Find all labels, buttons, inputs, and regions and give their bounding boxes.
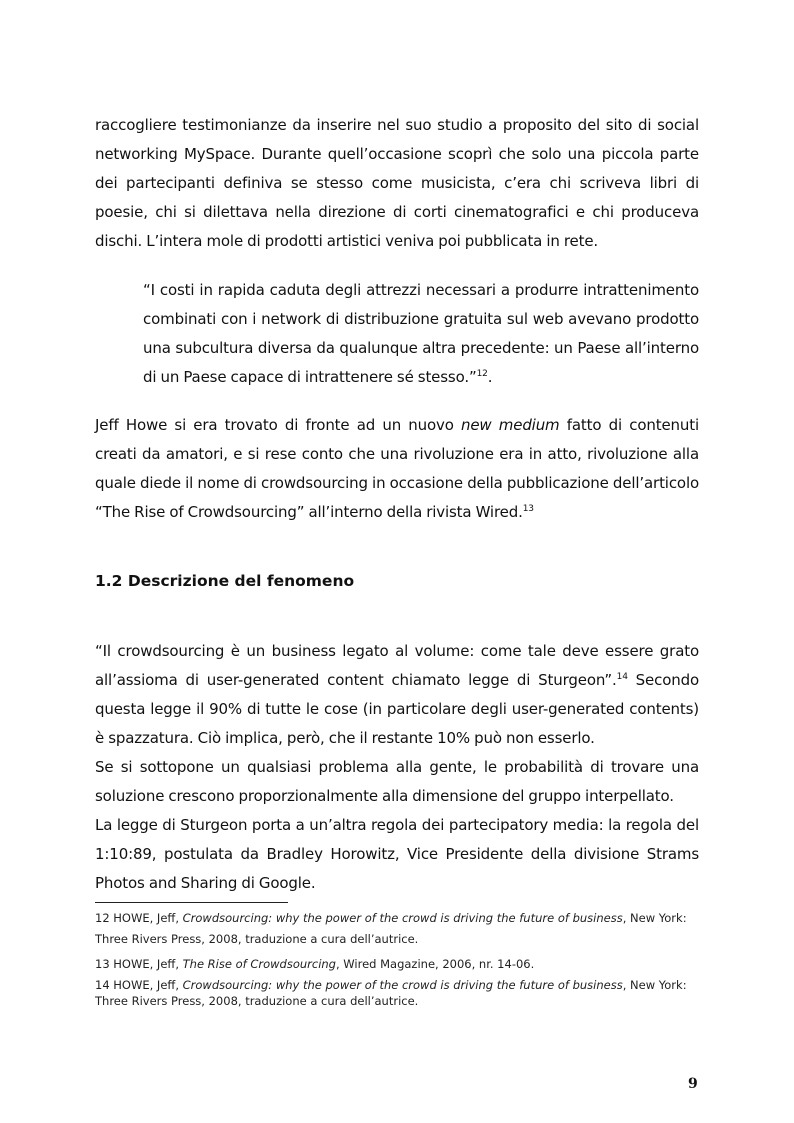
- paragraph-2: [95, 411, 699, 527]
- section-body: [95, 637, 699, 898]
- paragraph-2-part-1: Jeff Howe si era trovato di fronte ad un nuovo: [95, 416, 461, 434]
- paragraph-4: Se si sottopone un qualsiasi problema alla gente, le probabilità di trovare una soluzione crescono proporzionalmente alla dimensione del gruppo interpellato.: [95, 758, 699, 805]
- footnote-14-details: , New York: Three Rivers Press, 2008, traduzione a cura dell’autrice.: [95, 978, 687, 1008]
- footnote-ref-14: 14: [616, 672, 628, 682]
- section-heading: 1.2 Descrizione del fenomeno: [95, 572, 355, 590]
- footnote-14-author: 14 HOWE, Jeff,: [95, 978, 183, 992]
- footnote-12-author: 12 HOWE, Jeff,: [95, 911, 183, 925]
- paragraph-3: [95, 637, 699, 753]
- paragraph-2-part-2: fatto di contenuti creati da amatori, e si rese conto che una rivoluzione era in atto, rivoluzione alla quale diede il nome di crowdsourcing in occasione della pubblicazione dell’articolo “The Rise of Crowdsourcing” all’interno della rivista Wired.: [95, 416, 699, 521]
- footnote-12-title: Crowdsourcing: why the power of the crowd is driving the future of business: [182, 911, 623, 925]
- footnote-14: [95, 977, 699, 1009]
- paragraph-2-italic: new medium: [461, 416, 560, 434]
- footnote-13-details: , Wired Magazine, 2006, nr. 14-06.: [335, 957, 535, 971]
- footnote-separator: [95, 902, 288, 903]
- footnote-ref-13: 13: [522, 504, 534, 514]
- footnote-14-title: Crowdsourcing: why the power of the crowd is driving the future of business: [182, 978, 623, 992]
- quote-text: “I costi in rapida caduta degli attrezzi necessari a produrre intrattenimento combinati con i network di distribuzione gratuita sul web avevano prodotto una subcultura diversa da qualunque altra precedente: un Paese all’interno di un Paese capace di intrattenere sé stesso.”: [143, 281, 699, 386]
- quote-period: .: [487, 368, 493, 386]
- paragraph-5: La legge di Sturgeon porta a un’altra regola dei partecipatory media: la regola del 1:10:89, postulata da Bradley Horowitz, Vice Presidente della divisione Strams Photos and Sharing di Google.: [95, 816, 699, 892]
- footnote-12-details: , New York: Three Rivers Press, 2008, traduzione a cura dell’autrice.: [95, 911, 687, 946]
- footnote-12: [95, 908, 699, 950]
- footnote-ref-12: 12: [476, 369, 488, 379]
- footnote-13-title: The Rise of Crowdsourcing: [182, 957, 336, 971]
- paragraph-1: raccogliere testimonianze da inserire nel suo studio a proposito del sito di social networking MySpace. Durante quell’occasione scoprì che solo una piccola parte dei partecipanti definiva se stesso come musicista, c’era chi scriveva libri di poesie, chi si dilettava nella direzione di corti cinematografici e chi produceva dischi. L’intera mole di prodotti artistici veniva poi pubblicata in rete.: [95, 116, 699, 250]
- paragraph-3-part-1: “Il crowdsourcing è un business legato al volume: come tale deve essere grato all’assioma di user-generated content chiamato legge di Sturgeon”.: [95, 642, 699, 689]
- footnote-13: [95, 954, 699, 975]
- footnote-13-author: 13 HOWE, Jeff,: [95, 957, 183, 971]
- page-number: 9: [688, 1076, 698, 1092]
- paragraph-3-part-2: Secondo questa legge il 90% di tutte le cose (in particolare degli user-generated contents) è spazzatura. Ciò implica, però, che il restante 10% può non esserlo.: [95, 671, 699, 747]
- block-quote: [143, 276, 699, 392]
